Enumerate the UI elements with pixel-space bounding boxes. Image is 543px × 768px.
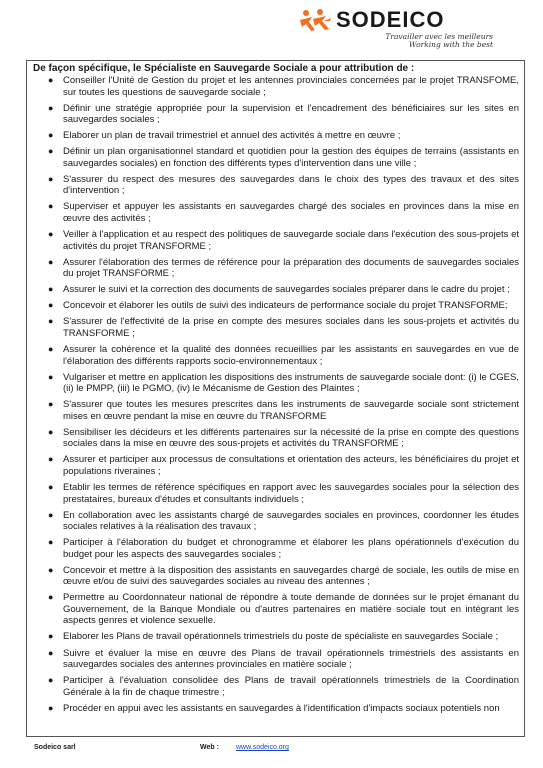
- list-item: [27, 174, 524, 197]
- bullet-icon: ●: [48, 130, 54, 141]
- list-item-text: Sensibiliser les décideurs et les différents partenaires sur la nécessité de la prise en compte des questions sociales dans la mise en œuvre des sous-projets et activités du TRANSFORME ;: [63, 426, 519, 450]
- bullet-icon: ●: [48, 454, 54, 465]
- bullet-icon: ●: [48, 284, 54, 295]
- list-item: [27, 130, 524, 142]
- list-item-text: Etablir les termes de référence spécifiques en rapport avec les sauvegardes sociales pour la sélection des prestataires, bureaux d'études et consultants individuels ;: [63, 482, 519, 505]
- list-item-text: Concevoir et élaborer les outils de suivi des indicateurs de performance sociale du projet TRANSFORME;: [63, 300, 508, 312]
- list-item-text: Elaborer un plan de travail trimestriel et annuel des activités à mettre en œuvre ;: [63, 130, 401, 142]
- list-item: [27, 482, 524, 505]
- bullet-icon: ●: [48, 509, 54, 520]
- bullet-icon: ●: [48, 173, 54, 184]
- list-item-text: Définir une stratégie appropriée pour la supervision et l'encadrement des bénéficiaires sur les sites en sauvegardes sociales ;: [63, 102, 519, 126]
- list-item: [27, 316, 524, 339]
- list-item-text: S'assurer du respect des mesures des sauvegardes dans le choix des types des travaux et des sites d'intervention ;: [63, 173, 519, 197]
- list-item: [27, 75, 524, 98]
- bullet-icon: ●: [48, 102, 54, 113]
- list-item: [27, 675, 524, 698]
- list-item: [27, 510, 524, 533]
- list-item: [27, 537, 524, 560]
- list-item: [27, 146, 524, 169]
- bullet-icon: ●: [48, 399, 54, 410]
- footer-company: Sodeico sarl: [34, 744, 76, 751]
- bullet-icon: ●: [48, 702, 54, 713]
- bullet-icon: ●: [48, 482, 54, 492]
- list-item: [27, 103, 524, 126]
- list-item-text: Concevoir et mettre à la disposition des assistants en sauvegardes chargé de sociale, les outils de mise en œuvre et/ou de suivi des sauvegardes sociales au niveau des antennes ;: [63, 564, 519, 588]
- bullet-icon: ●: [48, 647, 54, 658]
- list-item-text: Assurer la cohérence et la qualité des données recueillies par les assistants en sauvegardes en vue de l'élaboration des différents rapports socio-environnementaux ;: [63, 344, 519, 367]
- list-item: [27, 427, 524, 450]
- bullet-icon: ●: [48, 146, 54, 157]
- bullet-icon: ●: [48, 75, 54, 85]
- bullet-icon: ●: [48, 229, 54, 240]
- bullet-icon: ●: [48, 592, 54, 603]
- list-item-text: Vulgariser et mettre en application les dispositions des instruments de sauvegarde sociale dont: (i) le CGES, (ii) le PMPP, (iii) le PGMO, (iv) le Mécanisme de Gestion des Plaintes ;: [63, 371, 519, 395]
- list-item: [27, 229, 524, 252]
- list-item: [27, 284, 524, 296]
- section-heading: De façon spécifique, le Spécialiste en Sauvegarde Sociale a pour attribution de :: [33, 63, 415, 74]
- list-item: [27, 454, 524, 477]
- list-item: [27, 565, 524, 588]
- list-item-text: S'assurer de l'effectivité de la prise en compte des mesures sociales dans les sous-projets et activités du TRANSFORME ;: [63, 316, 519, 339]
- list-item-text: Permettre au Coordonnateur national de répondre à toute demande de données sur le projet émanant du Gouvernement, de la Banque Mondiale ou d'autres partenaires en matière sociale tout en intégrant les aspects genres et violence sexuelle.: [63, 592, 519, 627]
- document-body-frame: [26, 60, 525, 737]
- list-item: [27, 399, 524, 422]
- list-item-text: Définir un plan organisationnel standard et quotidien pour la gestion des équipes de terrains (assistants en sauvegardes sociales) en fonction des différents types d'intervention dans une ville ;: [63, 146, 519, 169]
- list-item: [27, 201, 524, 224]
- list-item: [27, 592, 524, 627]
- list-item-text: Elaborer les Plans de travail opérationnels trimestriels du poste de spécialiste en sauvegardes Sociale ;: [63, 631, 499, 643]
- footer-web-link[interactable]: www.sodeico.org: [236, 744, 289, 751]
- page-footer: [0, 743, 543, 755]
- company-logo: [298, 6, 513, 49]
- bullet-icon: ●: [48, 631, 54, 642]
- list-item-text: Suivre et évaluer la mise en œuvre des Plans de travail opérationnels trimestriels des assistants en sauvegardes sociales des antennes provinciales en matière sociale ;: [63, 647, 519, 671]
- list-item-text: Assurer le suivi et la correction des documents de sauvegardes sociales préparer dans le cadre du projet ;: [63, 284, 510, 296]
- list-item-text: Conseiller l'Unité de Gestion du projet et les antennes provinciales concernées par le projet TRANSFOME, sur toutes les questions de sauvegarde sociale ;: [63, 75, 519, 98]
- bullet-icon: ●: [48, 371, 54, 382]
- list-item-text: Participer à l'évaluation consolidée des Plans de travail opérationnels trimestriels de la Coordination Générale à la fin de chaque trimestre ;: [63, 675, 519, 698]
- list-item: [27, 257, 524, 280]
- logo-name: SODEICO: [336, 7, 445, 32]
- logo-tagline: [385, 33, 493, 49]
- bullet-icon: ●: [48, 426, 54, 437]
- bullet-icon: ●: [48, 564, 54, 575]
- sodeico-figures-icon: [298, 8, 332, 34]
- list-item: [27, 300, 524, 312]
- list-item-text: Assurer et participer aux processus de consultations et orientation des acteurs, les bénéficiaires du projet et populations riveraines ;: [63, 454, 519, 477]
- list-item: [27, 631, 524, 643]
- bullet-icon: ●: [48, 675, 54, 686]
- list-item-text: En collaboration avec les assistants chargé de sauvegardes sociales en provinces, coordonner les études sociales relatives à la réalisation des travaux ;: [63, 509, 519, 533]
- bullet-icon: ●: [48, 344, 54, 355]
- footer-web-label: Web :: [200, 744, 219, 751]
- list-item: [27, 648, 524, 671]
- bullet-icon: ●: [48, 300, 54, 311]
- bullet-icon: ●: [48, 201, 54, 212]
- logo-tagline-en: Working with the best: [408, 40, 493, 49]
- list-item-text: Superviser et appuyer les assistants en sauvegardes chargé des sociales en provinces dans la mise en œuvre des activités ;: [63, 201, 519, 224]
- list-item: [27, 344, 524, 367]
- list-item-text: Procéder en appui avec les assistants en sauvegardes à l'identification d'impacts sociaux potentiels non: [63, 702, 500, 714]
- bullet-icon: ●: [48, 537, 54, 548]
- list-item-text: S'assurer que toutes les mesures prescrites dans les instruments de sauvegarde sociale sont strictement mises en œuvre pendant la mise en œuvre du TRANSFORME: [63, 399, 519, 422]
- list-item-text: Participer à l'élaboration du budget et chronogramme et élaborer les plans opérationnels d'exécution du budget pour les aspects des sauvegardes sociales ;: [63, 537, 519, 560]
- bullet-icon: ●: [48, 316, 54, 327]
- list-item: [27, 703, 524, 715]
- list-item: [27, 372, 524, 395]
- list-item-text: Assurer l'élaboration des termes de référence pour la préparation des documents de sauvegardes sociales du projet TRANSFORME ;: [63, 256, 519, 280]
- bullet-icon: ●: [48, 256, 54, 267]
- list-item-text: Veiller à l'application et au respect des politiques de sauvegarde sociale dans l'exécution des sous-projets et activités du projet TRANSFORME ;: [63, 229, 519, 252]
- logo-tagline-fr: Travailler avec les meilleurs: [385, 32, 493, 41]
- attributions-list: [27, 75, 524, 719]
